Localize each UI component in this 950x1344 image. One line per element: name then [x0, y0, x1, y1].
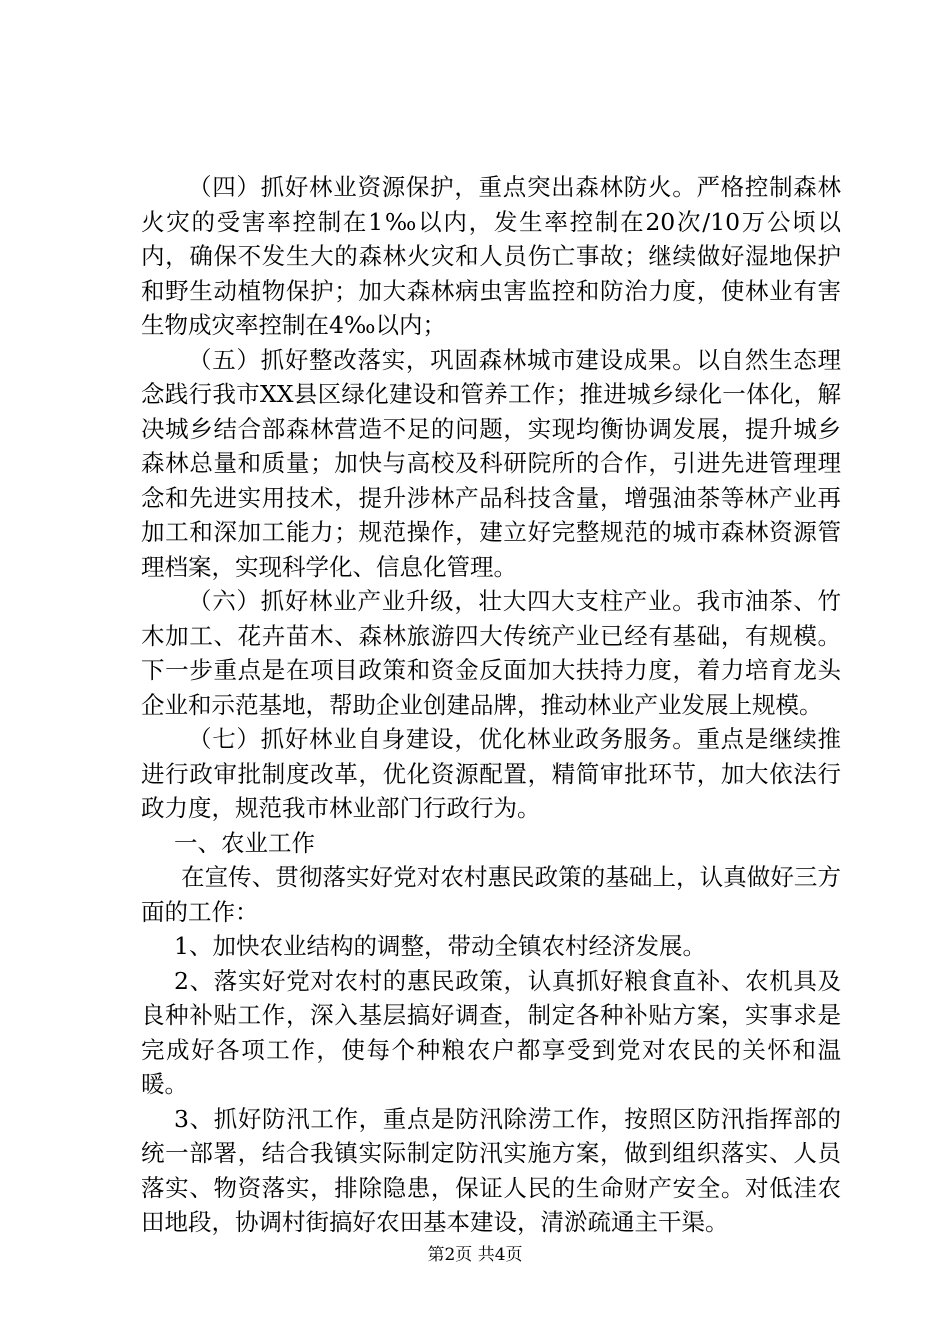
- paragraph-industry-upgrade: （六）抓好林业产业升级，壮大四大支柱产业。我市油茶、竹木加工、花卉苗木、森林旅游四大传统产业已经有基础，有规模。下一步重点是在项目政策和资金反面加大扶持力度，着力培育龙头企业和示范基地，帮助企业创建品牌，推动林业产业发展上规模。: [141, 587, 841, 719]
- paragraph-rectification: （五）抓好整改落实，巩固森林城市建设成果。以自然生态理念践行我市XX县区绿化建设和管养工作；推进城乡绿化一体化，解决城乡结合部森林营造不足的问题，实现均衡协调发展，提升城乡森林总量和质量；加快与高校及科研院所的合作，引进先进管理理念和先进实用技术，提升涉林产品科技含量，增强油茶等林产业再加工和深加工能力；规范操作，建立好完整规范的城市森林资源管理档案，实现科学化、信息化管理。: [141, 345, 841, 581]
- document-body: [141, 170, 841, 1240]
- list-item-1: 1、加快农业结构的调整，带动全镇农村经济发展。: [174, 932, 706, 960]
- list-item-2: 2、落实好党对农村的惠民政策，认真抓好粮食直补、农机具及良种补贴工作，深入基层搞好调查，制定各种补贴方案，实事求是完成好各项工作，使每个种粮农户都享受到党对农民的关怀和温暖。: [141, 966, 841, 1098]
- paragraph-agriculture-intro: 在宣传、贯彻落实好党对农村惠民政策的基础上，认真做好三方面的工作：: [141, 863, 841, 926]
- paragraph-forest-protection: （四）抓好林业资源保护，重点突出森林防火。严格控制森林火灾的受害率控制在1‰以内，发生率控制在20次/10万公顷以内，确保不发生大的森林火灾和人员伤亡事故；继续做好湿地保护和野生动植物保护；加大森林病虫害监控和防治力度，使林业有害生物成灾率控制在4‰以内；: [141, 173, 841, 339]
- page-number-footer: 第2页 共4页: [427, 1245, 523, 1265]
- list-item-3: 3、抓好防汛工作，重点是防汛除涝工作，按照区防汛指挥部的统一部署，结合我镇实际制定防汛实施方案，做到组织落实、人员落实、物资落实，排除隐患，保证人民的生命财产安全。对低洼农田地段，协调村街搞好农田基本建设，清淤疏通主干渠。: [141, 1104, 841, 1236]
- section-heading-agriculture: 一、农业工作: [174, 828, 315, 857]
- paragraph-self-building: （七）抓好林业自身建设，优化林业政务服务。重点是继续推进行政审批制度改革，优化资源配置，精简审批环节，加大依法行政力度，规范我市林业部门行政行为。: [141, 725, 841, 822]
